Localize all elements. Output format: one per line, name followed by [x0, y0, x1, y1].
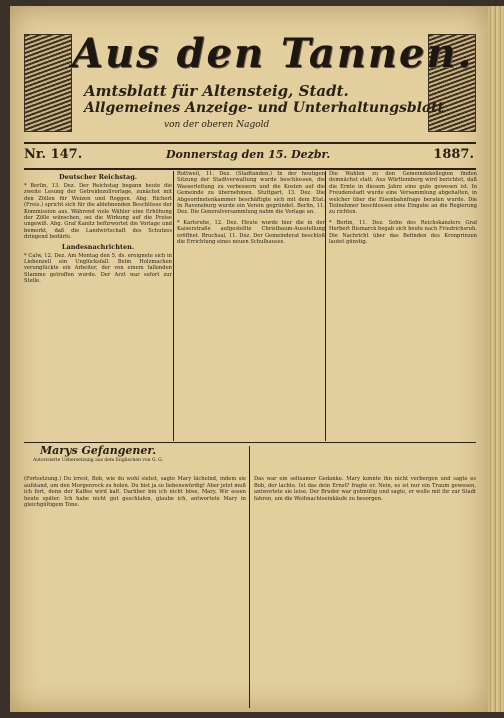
column-rule: [325, 171, 326, 441]
article-text: * Berlin, 13. Dez. Der Reichstag begann heute die zweite Lesung der Getreidezollvorlage, zunächst mit den Zöllen für Weizen und Roggen. Abg. Richert (Freis.) spricht sich für die ablehnenden Beschlüsse der Kommission aus. Während viele Wähler eine Erhöhung der Zölle wünschen, sei die Wirkung auf die Preise ungewiß. Abg. Graf Kanitz befürwortet die Vorlage und bemerkt, daß die Landwirtschaft des Schutzes dringend bedürfe.: [24, 183, 172, 241]
column-rule: [249, 446, 250, 708]
page-stack-edge: [488, 6, 504, 712]
column-middle: [177, 171, 325, 245]
newspaper-page: [10, 6, 488, 712]
issue-info-bar: [24, 142, 476, 170]
section-rule: [24, 442, 476, 443]
article-text: * Calw, 12. Dez. Am Montag den 5. ds. ereignete sich in Liebenzell ein Unglücksfall. Beim Holzmachen verunglückte ein Arbeiter, der von einem fallenden Stamme getroffen wurde. Der Arzt war sofort zur Stelle.: [24, 252, 172, 285]
article-text: Rottweil, 11. Dez. (Stadtanden.) In der heutigen Sitzung der Stadtverwaltung wurde beschlossen, die Wasserleitung zu verbessern und die Kosten auf die Gemeinde zu übernehmen. Stuttgart, 13. Dez. Die Abgeordnetenkammer beschäftigte sich mit dem Etat. In Ravensburg wurde ein Verein gegründet. Berlin, 11. Dez. Die Generalversammlung nahm die Vorlage an.: [177, 171, 325, 216]
issue-number: Nr. 147.: [24, 147, 83, 162]
subtitle-line2: Allgemeines Anzeige- und Unterhaltungsblatt: [84, 100, 445, 116]
subtitle-line1: Amtsblatt für Altensteig, Stadt.: [84, 82, 349, 100]
serial-text-left: (Fortsetzung.) Du irrest, Bob, wie du wohl siehst, sagte Mary lächelnd, indem sie aufstand, um den Morgenrock zu holen. Du bist ja so liebenswürdig! Aber jetzt muß ich fort, denn der Kaffee wird kalt. Darüber bin ich nicht böse, Mary. Wir essen heute später. Ich habe nicht gut geschlafen, glaube ich, antwortete Mary in gleichgültigem Tone.: [24, 476, 246, 509]
issue-year: 1887.: [433, 147, 474, 162]
fir-tree-illustration-left: [24, 34, 72, 132]
column-right: [329, 171, 477, 245]
serial-subtitle: Autorisierte Uebersetzung aus dem Englischen von G. G.: [32, 458, 164, 463]
article-text: * Karlsruhe, 12. Dez. Heute wurde hier die in der Kaiserstraße aufgestellte Christbaum-Ausstellung eröffnet. Bruchsal, 11. Dez. Der Gemeinderat beschloß die Errichtung eines neuen Schulhauses.: [177, 219, 325, 246]
column-rule: [173, 171, 174, 441]
column-left: [24, 171, 172, 285]
masthead: [24, 30, 476, 138]
serial-text-right: Das war ein seltsamer Gedanke. Mary konnte ihn nicht verbergen und sagte es Bob, der lachte. Ist das dein Ernst? fragte er. Nein, es ist nur ein Traum gewesen, antwortete sie leise. Der Bruder war gutmütig und sagte, er wolle mit ihr zur Stadt fahren, um die Weihnachtseinkäufe zu besorgen.: [254, 476, 476, 502]
issue-date: Donnerstag den 15. Dezbr.: [166, 148, 331, 161]
subtitle-line3: von der oberen Nagold: [164, 120, 270, 130]
section-heading: Landesnachrichten.: [61, 242, 135, 251]
serial-title: Marys Gefangener.: [39, 444, 157, 457]
article-text: * Berlin, 11. Dez. Sohn des Reichskanzlers Graf Herbert Bismarck begab sich heute nach Friedrichsruh. Die Nachricht über das Befinden des Kronprinzen lautet günstig.: [329, 219, 477, 246]
newspaper-title: Aus den Tannen.: [72, 30, 474, 77]
section-heading: Deutscher Reichstag.: [58, 173, 138, 181]
article-text: Die Wahlen zu den Gemeindekollegien finden demnächst statt. Aus Württemberg wird berichtet, daß die Ernte in diesem Jahre eine gute gewesen ist. In Freudenstadt wurde eine Versammlung abgehalten, in welcher über die Eisenbahnfrage beraten wurde. Die Teilnehmer beschlossen eine Eingabe an die Regierung zu richten.: [329, 171, 477, 216]
